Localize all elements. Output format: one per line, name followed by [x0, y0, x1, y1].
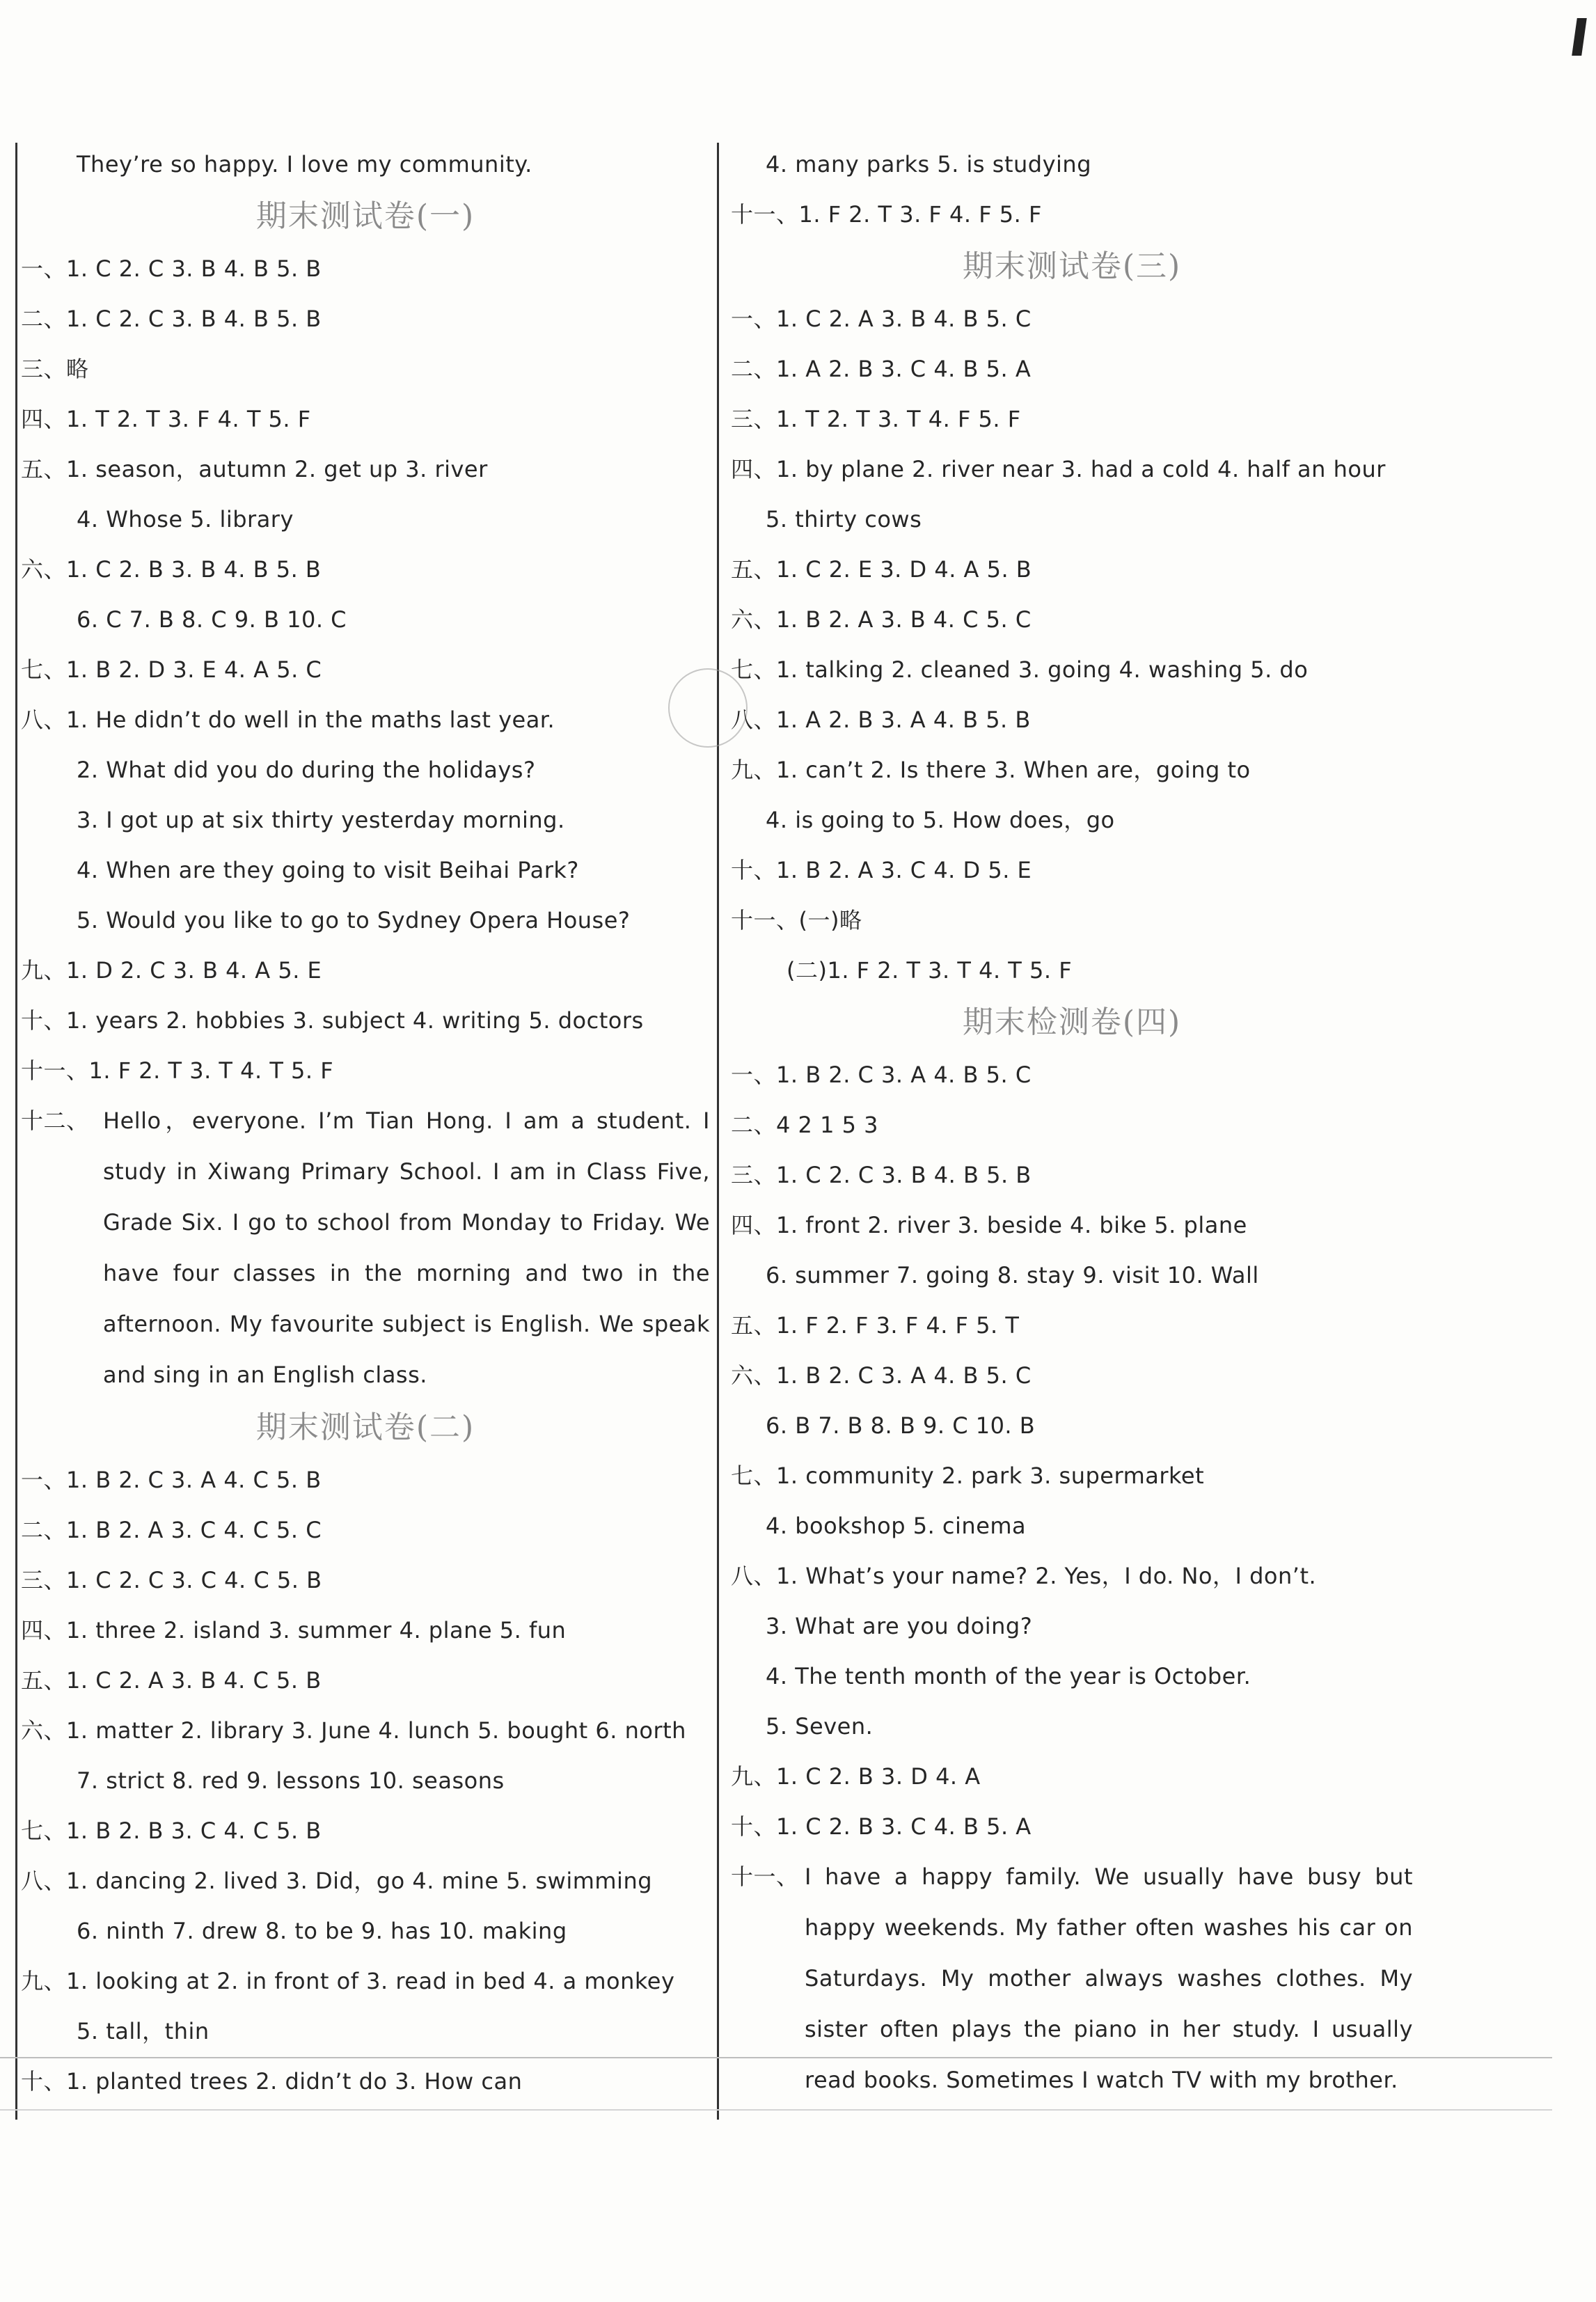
composition-block [21, 1096, 710, 1401]
answer-line: 七、1. B 2. B 3. C 4. C 5. B [21, 1818, 322, 1844]
column-divider [717, 143, 719, 2120]
answer-line: 十、1. years 2. hobbies 3. subject 4. writing 5. doctors [21, 1007, 644, 1034]
answer-line: 5. tall，thin [77, 2018, 210, 2044]
answer-line: 4. bookshop 5. cinema [766, 1513, 1027, 1539]
answer-line: 三、略 [21, 356, 89, 382]
section-title-exam2: 期末测试卷(二) [255, 1410, 475, 1445]
answer-line: 六、1. matter 2. library 3. June 4. lunch 5. bought 6. north [21, 1717, 686, 1744]
answer-line: 6. B 7. B 8. B 9. C 10. B [766, 1412, 1036, 1439]
answer-line: 4. is going to 5. How does，go [766, 807, 1115, 833]
answer-line: 十一、1. F 2. T 3. F 4. F 5. F [731, 201, 1042, 228]
answer-line: 八、1. dancing 2. lived 3. Did，go 4. mine 5. swimming [21, 1868, 653, 1894]
answer-line: 3. I got up at six thirty yesterday morning. [77, 807, 565, 833]
answer-line: 四、1. front 2. river 3. beside 4. bike 5. plane [731, 1212, 1247, 1238]
bottom-rule-2 [0, 2109, 1552, 2111]
answer-line: 一、1. B 2. C 3. A 4. B 5. C [731, 1062, 1032, 1088]
composition-tag: 十二、 [21, 1107, 89, 1134]
answer-line: 四、1. three 2. island 3. summer 4. plane 5. fun [21, 1617, 567, 1643]
answer-line: 4. The tenth month of the year is October. [766, 1663, 1251, 1689]
answer-line: 三、1. T 2. T 3. T 4. F 5. F [731, 406, 1021, 432]
right-column [731, 139, 1413, 2106]
answer-line: 九、1. can’t 2. Is there 3. When are，going to [731, 757, 1251, 783]
section-title-exam4: 期末检测卷(四) [962, 1004, 1182, 1040]
answer-line: 6. summer 7. going 8. stay 9. visit 10. Wall [766, 1262, 1259, 1288]
answer-line: 七、1. talking 2. cleaned 3. going 4. washing 5. do [731, 656, 1309, 683]
answer-line: 一、1. B 2. C 3. A 4. C 5. B [21, 1467, 322, 1493]
answer-line: 七、1. B 2. D 3. E 4. A 5. C [21, 656, 322, 683]
composition-text: I have a happy family. We usually have busy but happy weekends. My father often washes his car on Saturdays. My mother always washes clothes. My sister often plays the piano in her study. I usually read books. Sometimes I watch TV with my brother. [805, 1863, 1413, 2093]
answer-line: 三、1. C 2. C 3. B 4. B 5. B [731, 1162, 1032, 1188]
answer-line: 三、1. C 2. C 3. C 4. C 5. B [21, 1567, 322, 1593]
answer-line: 二、1. B 2. A 3. C 4. C 5. C [21, 1517, 322, 1543]
answer-line: 5. Seven. [766, 1713, 874, 1740]
answer-line: 五、1. C 2. E 3. D 4. A 5. B [731, 556, 1032, 583]
composition-tag: 十一、 [731, 1863, 799, 1890]
answer-line: 十一、1. F 2. T 3. T 4. T 5. F [21, 1057, 334, 1084]
left-margin-rule [15, 143, 17, 2120]
answer-line: 八、1. What’s your name? 2. Yes，I do. No，I don’t. [731, 1563, 1317, 1589]
answer-line: 4. many parks 5. is studying [766, 151, 1091, 178]
answer-line: 九、1. D 2. C 3. B 4. A 5. E [21, 957, 322, 984]
answer-line: 十、1. C 2. B 3. C 4. B 5. A [731, 1813, 1032, 1840]
answer-line: 十、1. planted trees 2. didn’t do 3. How can [21, 2068, 523, 2095]
answer-line: 一、1. C 2. A 3. B 4. B 5. C [731, 306, 1032, 332]
answer-line: 九、1. C 2. B 3. D 4. A [731, 1763, 981, 1790]
answer-line: 十、1. B 2. A 3. C 4. D 5. E [731, 857, 1032, 883]
intro-line: They’re so happy. I love my community. [77, 151, 532, 178]
answer-line: 5. thirty cows [766, 506, 922, 533]
answer-line: 九、1. looking at 2. in front of 3. read in bed 4. a monkey [21, 1968, 675, 1994]
composition-block [731, 1852, 1413, 2106]
answer-line: 4. When are they going to visit Beihai Park? [77, 857, 579, 883]
answer-line: 二、1. A 2. B 3. C 4. B 5. A [731, 356, 1032, 382]
answer-line: 五、1. F 2. F 3. F 4. F 5. T [731, 1312, 1020, 1339]
answer-line: 八、1. A 2. B 3. A 4. B 5. B [731, 707, 1031, 733]
section-title-exam3: 期末测试卷(三) [962, 249, 1182, 284]
answer-line: 6. ninth 7. drew 8. to be 9. has 10. making [77, 1918, 567, 1944]
answer-line: 八、1. He didn’t do well in the maths last year. [21, 707, 555, 733]
answer-line: 2. What did you do during the holidays? [77, 757, 536, 783]
section-title-exam1: 期末测试卷(一) [255, 198, 475, 234]
corner-mark [1572, 18, 1587, 56]
answer-line: 5. Would you like to go to Sydney Opera House? [77, 907, 631, 933]
answer-line: 五、1. season，autumn 2. get up 3. river [21, 456, 488, 482]
answer-line: 四、1. by plane 2. river near 3. had a cold 4. half an hour [731, 456, 1386, 482]
answer-line: 六、1. C 2. B 3. B 4. B 5. B [21, 556, 322, 583]
answer-line: 7. strict 8. red 9. lessons 10. seasons [77, 1767, 505, 1794]
answer-line: 四、1. T 2. T 3. F 4. T 5. F [21, 406, 311, 432]
answer-line: 五、1. C 2. A 3. B 4. C 5. B [21, 1667, 322, 1694]
answer-line: 六、1. B 2. C 3. A 4. B 5. C [731, 1362, 1032, 1389]
answer-line: 6. C 7. B 8. C 9. B 10. C [77, 606, 347, 633]
answer-line: 4. Whose 5. library [77, 506, 294, 533]
answer-line: 二、4 2 1 5 3 [731, 1112, 878, 1138]
answer-line: 3. What are you doing? [766, 1613, 1033, 1639]
answer-line: 七、1. community 2. park 3. supermarket [731, 1463, 1205, 1489]
answer-line: 二、1. C 2. C 3. B 4. B 5. B [21, 306, 322, 332]
answer-line: (二)1. F 2. T 3. T 4. T 5. F [787, 957, 1073, 984]
left-column [21, 139, 710, 2106]
answer-line: 十一、(一)略 [731, 907, 862, 933]
answer-line: 六、1. B 2. A 3. B 4. C 5. C [731, 606, 1032, 633]
composition-text: Hello，everyone. I’m Tian Hong. I am a student. I study in Xiwang Primary School. I am in Class Five, Grade Six. I go to school from Monday to Friday. We have four classes in the morning and two in the afternoon. My favourite subject is English. We speak and sing in an English class. [103, 1107, 710, 1388]
answer-line: 一、1. C 2. C 3. B 4. B 5. B [21, 255, 322, 282]
